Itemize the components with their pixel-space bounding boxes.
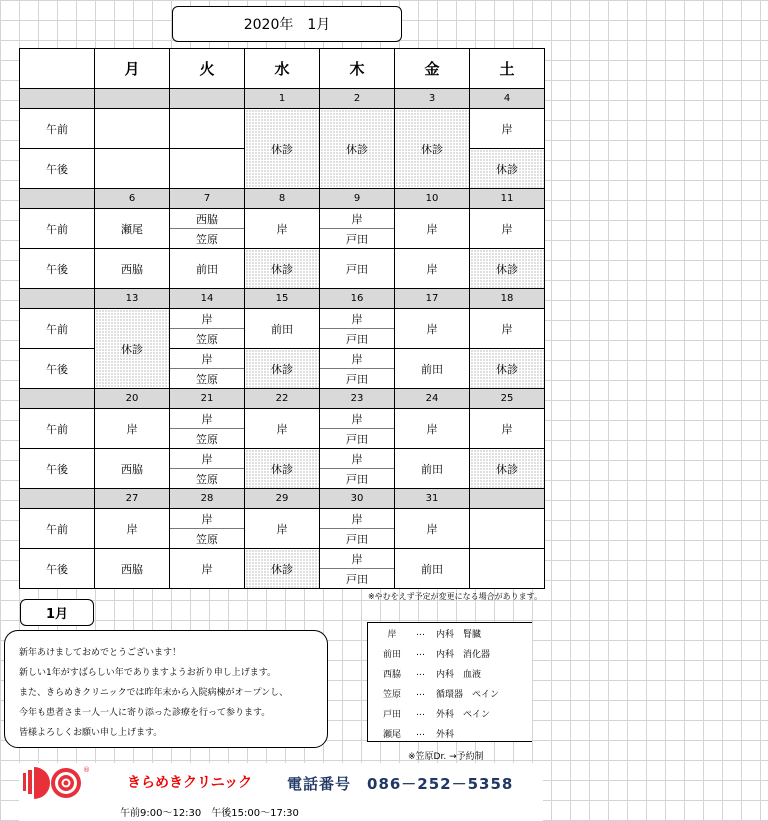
doctor-cell: 岸 <box>245 509 320 549</box>
legend-name: 戸田 <box>382 709 401 720</box>
date-row-spacer <box>20 489 95 509</box>
closed-label: 休診 <box>121 342 143 356</box>
doctor-cell: 戸田 <box>320 249 395 289</box>
doctor-name: 笠原 <box>196 332 218 346</box>
time-label: 午後 <box>20 149 95 189</box>
doctor-cell <box>170 109 245 149</box>
closed-label: 休診 <box>496 262 518 276</box>
doctor-name: 岸 <box>320 309 394 329</box>
month-label: 1月 <box>20 599 94 626</box>
legend-row <box>368 723 532 743</box>
doctor-cell <box>470 509 545 549</box>
date-cell: 3 <box>395 89 470 109</box>
doctor-cell <box>170 449 245 489</box>
doctor-name: 戸田 <box>346 232 368 246</box>
doctor-cell <box>470 549 545 589</box>
am-row <box>20 109 545 149</box>
clinic-name: きらめきクリニック <box>127 775 253 791</box>
date-cell: 25 <box>470 389 545 409</box>
doctor-name: 笠原 <box>196 372 218 386</box>
time-label: 午前 <box>20 409 95 449</box>
doctor-cell: 西脇 <box>95 549 170 589</box>
doctor-cell <box>320 349 395 389</box>
date-row-spacer <box>20 189 95 209</box>
doctor-name: 笠原 <box>196 432 218 446</box>
doctor-cell <box>320 309 395 349</box>
doctor-cell: 西脇 <box>95 449 170 489</box>
calendar-title: 2020年 1月 <box>172 6 402 42</box>
weekday-header: 水 <box>245 49 320 89</box>
am-row <box>20 209 545 249</box>
doctor-cell: 岸 <box>395 249 470 289</box>
date-cell: 8 <box>245 189 320 209</box>
am-row <box>20 409 545 449</box>
doctor-name: 西脇 <box>170 209 244 229</box>
doctor-name: 岸 <box>170 509 244 529</box>
doctor-name: 岸 <box>320 209 394 229</box>
date-cell: 22 <box>245 389 320 409</box>
closed-label: 休診 <box>271 142 293 156</box>
date-row <box>20 89 545 109</box>
schedule-change-note: ※やむをえず予定が変更になる場合があります。 <box>367 592 542 601</box>
time-label: 午前 <box>20 209 95 249</box>
legend-name: 瀬尾 <box>382 729 401 740</box>
weekday-header: 月 <box>95 49 170 89</box>
date-cell: 29 <box>245 489 320 509</box>
closed-label: 休診 <box>496 162 518 176</box>
date-row <box>20 489 545 509</box>
legend-desc: 内科 腎臓 <box>436 629 482 640</box>
closed-cell <box>470 349 545 389</box>
legend-name: 岸 <box>387 629 397 640</box>
date-cell: 31 <box>395 489 470 509</box>
legend-desc: 循環器 ペイン <box>436 689 500 700</box>
doctor-cell <box>170 209 245 249</box>
legend-row <box>368 683 532 703</box>
doctor-cell: 岸 <box>395 309 470 349</box>
time-label: 午後 <box>20 349 95 389</box>
doctor-cell <box>170 409 245 449</box>
doctor-cell: 岸 <box>95 409 170 449</box>
doctor-name: 戸田 <box>346 572 368 586</box>
date-row-spacer <box>20 389 95 409</box>
date-cell: 21 <box>170 389 245 409</box>
weekday-header: 土 <box>470 49 545 89</box>
pm-row <box>20 449 545 489</box>
date-cell: 6 <box>95 189 170 209</box>
legend-desc: 外科 <box>436 729 455 740</box>
pm-row <box>20 249 545 289</box>
date-cell: 20 <box>95 389 170 409</box>
doctor-cell: 前田 <box>245 309 320 349</box>
doctor-cell: 岸 <box>470 409 545 449</box>
message-line: また、きらめきクリニックでは昨年末から入院病棟がオ－プンし、 <box>19 688 289 698</box>
doctor-cell: 岸 <box>470 109 545 149</box>
legend-dots: … <box>416 708 425 718</box>
doctor-name: 笠原 <box>196 472 218 486</box>
date-row <box>20 289 545 309</box>
date-cell: 17 <box>395 289 470 309</box>
message-line: 新しい1年がすばらしい年でありますようお祈り申し上げます。 <box>19 668 277 678</box>
doctor-name: 岸 <box>320 409 394 429</box>
time-label: 午前 <box>20 309 95 349</box>
legend-dots: … <box>416 688 425 698</box>
doctor-legend <box>367 622 532 742</box>
message-line: 新年あけましておめでとうございます！ <box>19 648 182 658</box>
closed-label: 休診 <box>271 462 293 476</box>
closed-cell <box>245 449 320 489</box>
schedule-table <box>19 48 545 589</box>
date-cell: 18 <box>470 289 545 309</box>
date-cell: 24 <box>395 389 470 409</box>
closed-cell <box>320 109 395 189</box>
legend-dots: … <box>416 628 425 638</box>
doctor-name: 戸田 <box>346 432 368 446</box>
doctor-cell: 岸 <box>95 509 170 549</box>
date-cell: 9 <box>320 189 395 209</box>
date-cell: 2 <box>320 89 395 109</box>
date-cell: 30 <box>320 489 395 509</box>
doctor-cell: 前田 <box>395 549 470 589</box>
weekday-header: 木 <box>320 49 395 89</box>
doctor-name: 岸 <box>320 509 394 529</box>
legend-desc: 外科 ペイン <box>436 709 491 720</box>
date-cell <box>95 89 170 109</box>
greeting-message <box>4 630 328 748</box>
weekday-header-row <box>20 49 545 89</box>
doctor-cell: 岸 <box>245 409 320 449</box>
closed-cell <box>395 109 470 189</box>
doctor-name: 岸 <box>320 349 394 369</box>
legend-row <box>368 663 532 683</box>
closed-cell <box>245 549 320 589</box>
am-row <box>20 309 545 349</box>
doctor-name: 戸田 <box>346 372 368 386</box>
date-cell: 14 <box>170 289 245 309</box>
date-cell: 7 <box>170 189 245 209</box>
closed-cell <box>470 449 545 489</box>
doctor-name: 笠原 <box>196 532 218 546</box>
doctor-cell: 岸 <box>170 549 245 589</box>
date-cell: 15 <box>245 289 320 309</box>
closed-label: 休診 <box>271 562 293 576</box>
phone-number: 電話番号 086－252－5358 <box>287 775 514 793</box>
doctor-name: 岸 <box>170 309 244 329</box>
doctor-name: 岸 <box>320 549 394 569</box>
time-label: 午後 <box>20 249 95 289</box>
closed-cell <box>245 349 320 389</box>
doctor-name: 岸 <box>320 449 394 469</box>
date-cell <box>170 89 245 109</box>
closed-label: 休診 <box>271 262 293 276</box>
opening-hours: 午前9:00～12:30 午後15:00～17:30 <box>120 808 299 819</box>
doctor-cell: 岸 <box>245 209 320 249</box>
logo-mark: ® <box>83 766 90 774</box>
legend-desc: 内科 血液 <box>436 669 482 680</box>
doctor-name: 岸 <box>170 449 244 469</box>
closed-label: 休診 <box>496 362 518 376</box>
date-cell: 4 <box>470 89 545 109</box>
doctor-name: 戸田 <box>346 332 368 346</box>
doctor-cell <box>95 109 170 149</box>
doctor-cell <box>320 409 395 449</box>
legend-name: 西脇 <box>382 669 401 680</box>
closed-cell <box>245 109 320 189</box>
clinic-logo-icon <box>20 763 100 803</box>
doctor-name: 戸田 <box>346 472 368 486</box>
date-cell: 16 <box>320 289 395 309</box>
doctor-cell: 岸 <box>470 209 545 249</box>
doctor-name: 戸田 <box>346 532 368 546</box>
legend-desc: 内科 消化器 <box>436 649 491 660</box>
date-cell: 23 <box>320 389 395 409</box>
am-row <box>20 509 545 549</box>
date-row <box>20 189 545 209</box>
doctor-name: 岸 <box>170 349 244 369</box>
date-cell <box>470 489 545 509</box>
date-cell: 1 <box>245 89 320 109</box>
legend-dots: … <box>416 668 425 678</box>
date-cell: 27 <box>95 489 170 509</box>
doctor-cell: 岸 <box>395 209 470 249</box>
closed-cell <box>245 249 320 289</box>
legend-note: ※笠原Dr. →予約制 <box>408 752 484 762</box>
doctor-cell <box>320 449 395 489</box>
doctor-cell: 岸 <box>395 409 470 449</box>
message-line: 今年も患者さま一人一人に寄り添った診療を行って参ります。 <box>19 708 271 718</box>
weekday-header: 火 <box>170 49 245 89</box>
doctor-cell: 瀬尾 <box>95 209 170 249</box>
doctor-cell <box>320 209 395 249</box>
closed-label: 休診 <box>496 462 518 476</box>
doctor-cell <box>95 149 170 189</box>
doctor-name: 笠原 <box>196 232 218 246</box>
legend-row <box>368 643 532 663</box>
doctor-cell: 岸 <box>470 309 545 349</box>
time-label: 午後 <box>20 449 95 489</box>
closed-cell <box>470 249 545 289</box>
closed-label: 休診 <box>346 142 368 156</box>
date-cell: 13 <box>95 289 170 309</box>
date-cell: 10 <box>395 189 470 209</box>
legend-dots: … <box>416 728 425 738</box>
date-row-spacer <box>20 89 95 109</box>
doctor-cell: 岸 <box>395 509 470 549</box>
date-row <box>20 389 545 409</box>
doctor-cell: 前田 <box>395 449 470 489</box>
message-line: 皆様よろしくお願い申し上げます。 <box>19 728 163 738</box>
doctor-cell: 前田 <box>395 349 470 389</box>
doctor-cell <box>320 549 395 589</box>
closed-cell <box>95 309 170 389</box>
doctor-cell <box>170 509 245 549</box>
doctor-cell <box>320 509 395 549</box>
legend-row <box>368 623 532 643</box>
pm-row <box>20 549 545 589</box>
closed-label: 休診 <box>421 142 443 156</box>
time-label: 午前 <box>20 109 95 149</box>
weekday-header: 金 <box>395 49 470 89</box>
date-cell: 28 <box>170 489 245 509</box>
date-row-spacer <box>20 289 95 309</box>
doctor-cell: 前田 <box>170 249 245 289</box>
doctor-cell <box>170 309 245 349</box>
doctor-name: 岸 <box>170 409 244 429</box>
doctor-cell <box>170 349 245 389</box>
doctor-cell <box>170 149 245 189</box>
date-cell: 11 <box>470 189 545 209</box>
closed-cell <box>470 149 545 189</box>
time-label: 午前 <box>20 509 95 549</box>
legend-row <box>368 703 532 723</box>
legend-name: 笠原 <box>382 689 401 700</box>
time-label: 午後 <box>20 549 95 589</box>
doctor-cell: 西脇 <box>95 249 170 289</box>
closed-label: 休診 <box>271 362 293 376</box>
legend-name: 前田 <box>382 649 401 660</box>
legend-dots: … <box>416 648 425 658</box>
corner-cell <box>20 49 95 89</box>
